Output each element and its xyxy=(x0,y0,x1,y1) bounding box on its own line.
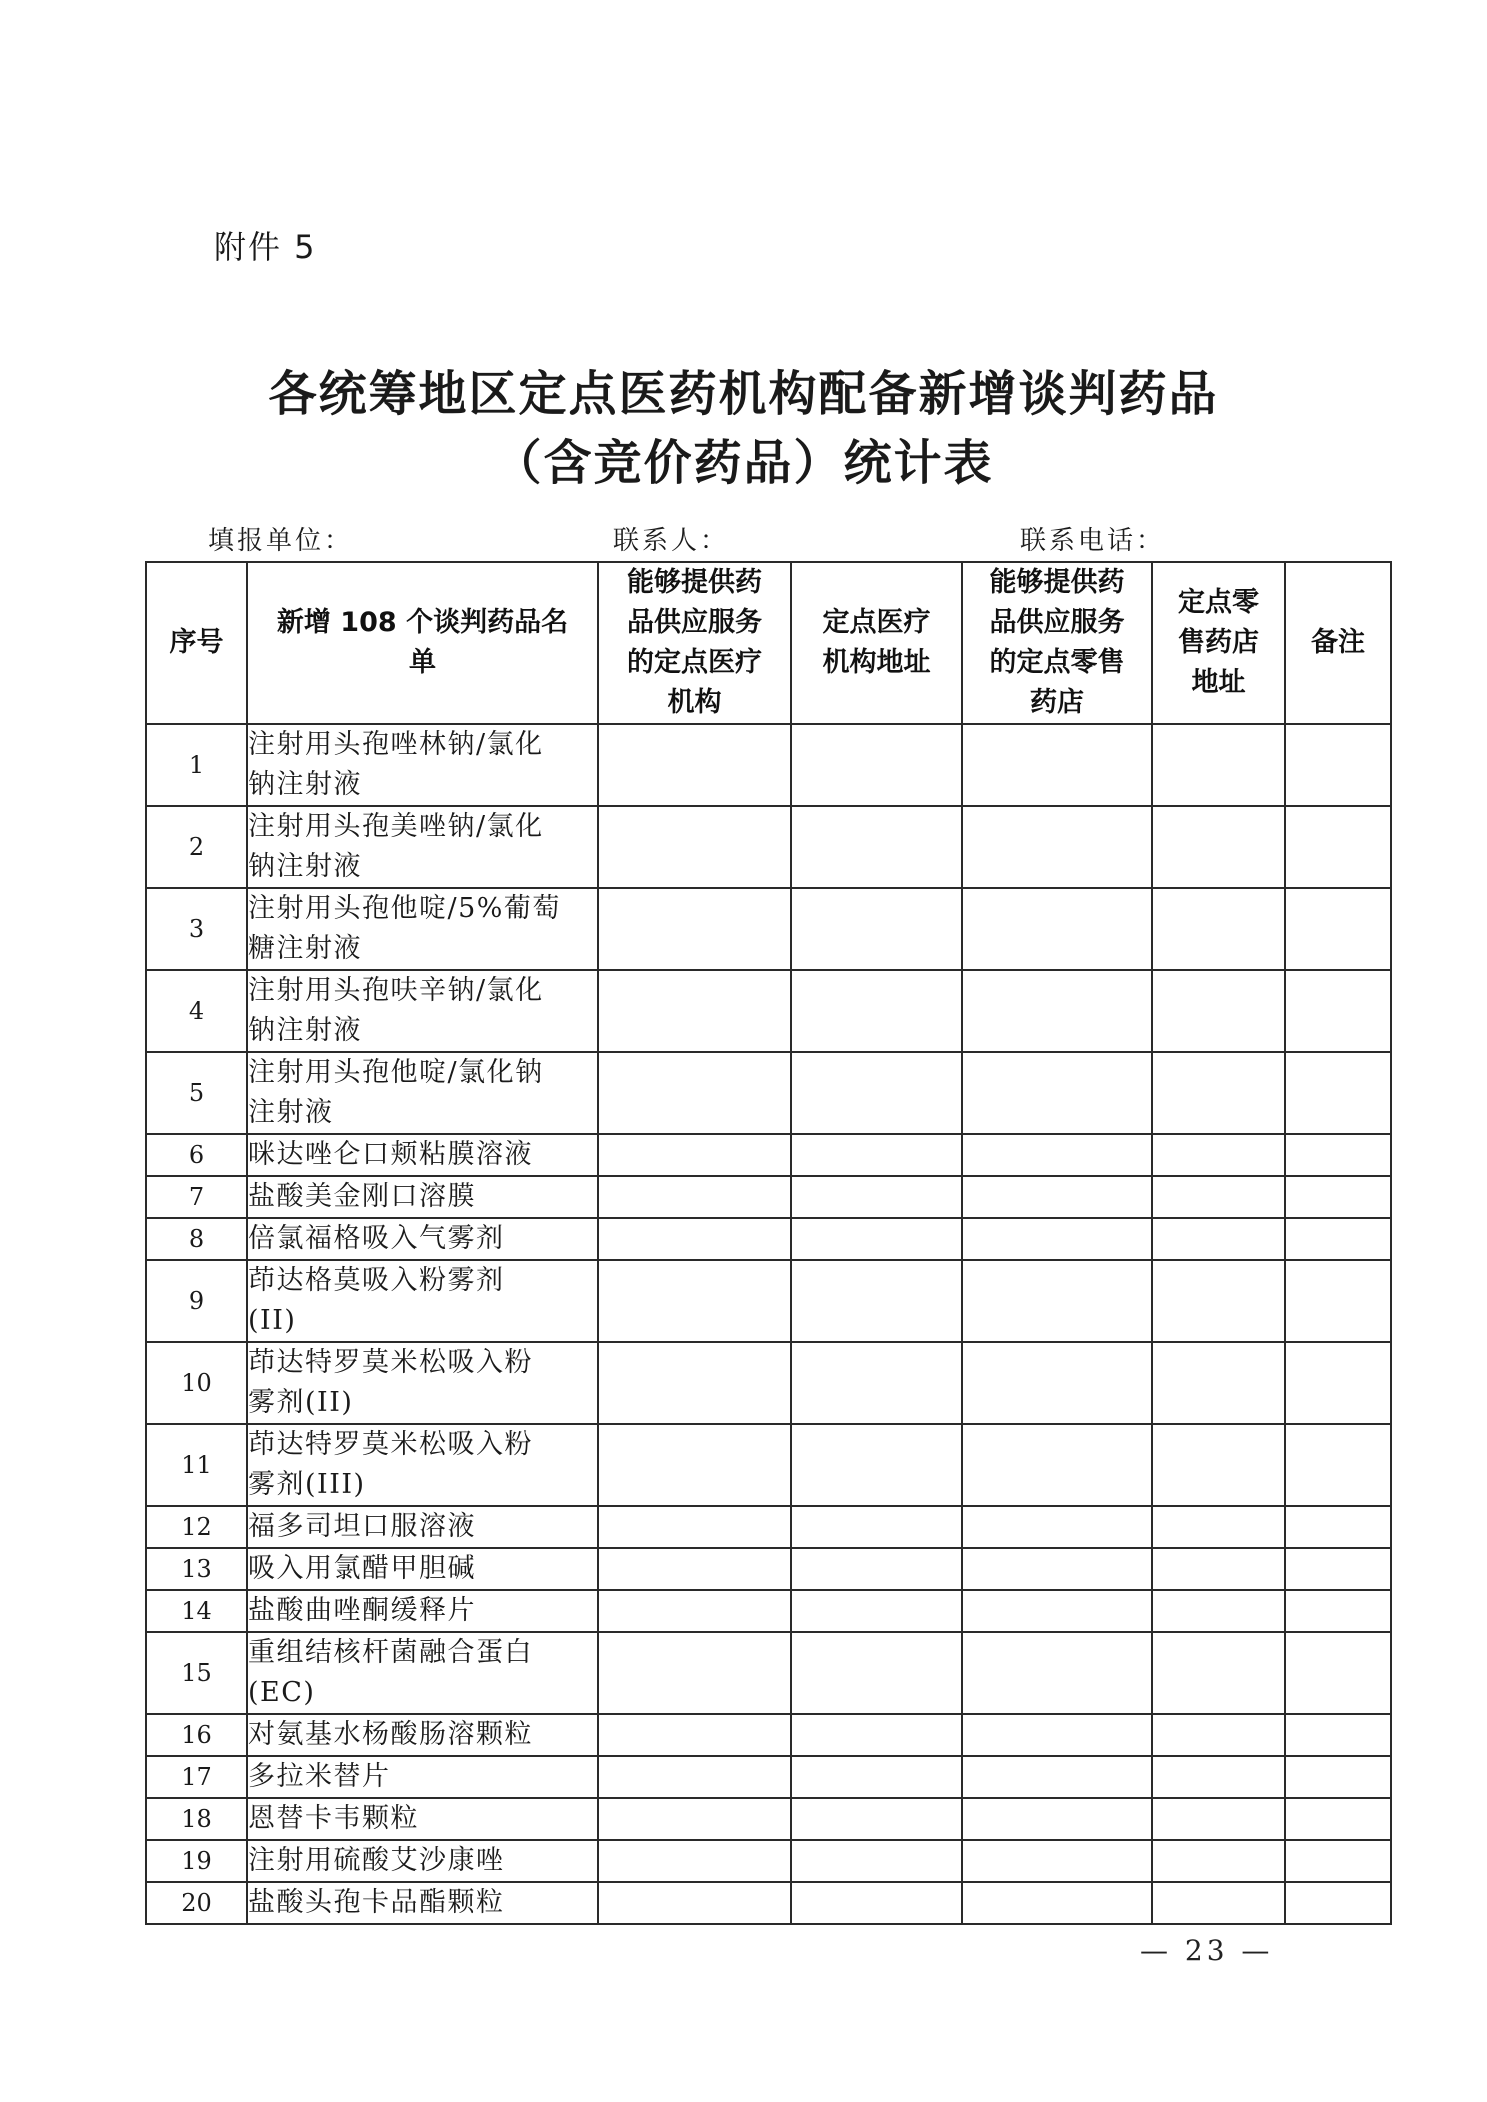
header-text: 备注 xyxy=(1311,627,1365,658)
drug-name-text: 盐酸头孢卡品酯颗粒 xyxy=(248,1887,505,1918)
drug-name-text: 注射用头孢美唑钠/氯化 xyxy=(248,811,544,842)
table-row xyxy=(146,1052,1391,1134)
table-row xyxy=(146,1260,1391,1342)
header-text: 机构地址 xyxy=(822,647,931,678)
row-number: 11 xyxy=(146,1424,247,1506)
table-row xyxy=(146,1506,1391,1548)
medical-institution-cell[interactable] xyxy=(598,724,791,806)
drug-name-cell xyxy=(247,1218,598,1260)
drug-name-text: 咪达唑仑口颊粘膜溶液 xyxy=(248,1139,533,1170)
page-title-line-1: 各统筹地区定点医药机构配备新增谈判药品 xyxy=(268,366,1219,422)
table-header-row xyxy=(146,562,1391,724)
medical-institution-address-cell[interactable] xyxy=(791,806,962,888)
medical-institution-cell[interactable] xyxy=(598,1342,791,1424)
row-number: 12 xyxy=(146,1506,247,1548)
retail-pharmacy-cell[interactable] xyxy=(962,1590,1152,1632)
table-row xyxy=(146,1632,1391,1714)
remarks-cell[interactable] xyxy=(1285,1260,1391,1342)
header-text: 的定点医疗 xyxy=(627,647,762,678)
retail-pharmacy-cell[interactable] xyxy=(962,1756,1152,1798)
retail-pharmacy-address-cell[interactable] xyxy=(1152,970,1285,1052)
table-row xyxy=(146,888,1391,970)
drug-name-cell xyxy=(247,1798,598,1840)
table-row xyxy=(146,1424,1391,1506)
contact-phone-label: 联系电话： xyxy=(1020,526,1166,556)
retail-pharmacy-cell[interactable] xyxy=(962,1882,1152,1924)
header-text: 能够提供药 xyxy=(989,567,1125,598)
retail-pharmacy-address-cell[interactable] xyxy=(1152,1632,1285,1714)
retail-pharmacy-address-cell[interactable] xyxy=(1152,1134,1285,1176)
remarks-cell[interactable] xyxy=(1285,1052,1391,1134)
remarks-cell[interactable] xyxy=(1285,1590,1391,1632)
table-row xyxy=(146,1218,1391,1260)
remarks-cell[interactable] xyxy=(1285,1882,1391,1924)
drug-name-text: 钠注射液 xyxy=(248,1015,362,1046)
drug-name-text: 倍氯福格吸入气雾剂 xyxy=(248,1223,505,1254)
remarks-cell[interactable] xyxy=(1285,1798,1391,1840)
row-number: 3 xyxy=(146,888,247,970)
medical-institution-address-cell[interactable] xyxy=(791,1882,962,1924)
retail-pharmacy-address-cell[interactable] xyxy=(1152,1840,1285,1882)
remarks-cell[interactable] xyxy=(1285,970,1391,1052)
medical-institution-address-cell[interactable] xyxy=(791,1342,962,1424)
header-text: 药店 xyxy=(1030,687,1084,718)
retail-pharmacy-cell[interactable] xyxy=(962,1840,1152,1882)
medical-institution-cell[interactable] xyxy=(598,806,791,888)
retail-pharmacy-address-cell[interactable] xyxy=(1152,1756,1285,1798)
row-number: 9 xyxy=(146,1260,247,1342)
drug-name-text: 注射用头孢唑林钠/氯化 xyxy=(248,729,544,760)
drug-name-text: 钠注射液 xyxy=(248,769,362,800)
drug-name-cell xyxy=(247,888,598,970)
table-row xyxy=(146,1882,1391,1924)
annex-label: 附件 5 xyxy=(214,228,317,266)
remarks-cell[interactable] xyxy=(1285,1342,1391,1424)
retail-pharmacy-cell[interactable] xyxy=(962,724,1152,806)
header-text: 定点医疗 xyxy=(822,607,931,638)
medical-institution-address-cell[interactable] xyxy=(791,1632,962,1714)
medical-institution-cell[interactable] xyxy=(598,1218,791,1260)
retail-pharmacy-cell[interactable] xyxy=(962,1714,1152,1756)
row-number: 14 xyxy=(146,1590,247,1632)
medical-institution-address-cell[interactable] xyxy=(791,1134,962,1176)
remarks-cell[interactable] xyxy=(1285,1176,1391,1218)
table-row xyxy=(146,1548,1391,1590)
drug-name-text: 福多司坦口服溶液 xyxy=(248,1511,476,1542)
retail-pharmacy-address-cell[interactable] xyxy=(1152,1176,1285,1218)
medical-institution-cell[interactable] xyxy=(598,1176,791,1218)
remarks-cell[interactable] xyxy=(1285,1506,1391,1548)
drug-name-text: (EC) xyxy=(248,1677,316,1708)
drug-name-cell xyxy=(247,1840,598,1882)
header-text: 序号 xyxy=(169,627,224,658)
medical-institution-address-cell[interactable] xyxy=(791,888,962,970)
remarks-cell[interactable] xyxy=(1285,724,1391,806)
medical-institution-cell[interactable] xyxy=(598,1756,791,1798)
medical-institution-address-cell[interactable] xyxy=(791,1052,962,1134)
table-row xyxy=(146,1798,1391,1840)
drug-name-cell xyxy=(247,1756,598,1798)
remarks-cell[interactable] xyxy=(1285,1548,1391,1590)
drug-name-text: 注射用头孢他啶/氯化钠 xyxy=(248,1057,544,1088)
remarks-cell[interactable] xyxy=(1285,888,1391,970)
drug-name-text: 对氨基水杨酸肠溶颗粒 xyxy=(248,1719,533,1750)
retail-pharmacy-address-cell[interactable] xyxy=(1152,1218,1285,1260)
row-number: 8 xyxy=(146,1218,247,1260)
row-number: 19 xyxy=(146,1840,247,1882)
row-number: 4 xyxy=(146,970,247,1052)
reporting-unit-label: 填报单位： xyxy=(208,526,354,556)
retail-pharmacy-cell[interactable] xyxy=(962,970,1152,1052)
retail-pharmacy-cell[interactable] xyxy=(962,1424,1152,1506)
drug-name-text: 重组结核杆菌融合蛋白 xyxy=(248,1637,533,1668)
header-text: 能够提供药 xyxy=(627,567,762,598)
drug-name-cell xyxy=(247,1176,598,1218)
drug-name-text: 茚达特罗莫米松吸入粉 xyxy=(248,1347,533,1378)
header-medical-institution-address xyxy=(791,562,962,724)
remarks-cell[interactable] xyxy=(1285,1632,1391,1714)
retail-pharmacy-cell[interactable] xyxy=(962,1632,1152,1714)
page-title-line-2: （含竞价药品）统计表 xyxy=(493,435,994,491)
header-retail-pharmacy-address xyxy=(1152,562,1285,724)
retail-pharmacy-address-cell[interactable] xyxy=(1152,1506,1285,1548)
medical-institution-cell[interactable] xyxy=(598,1840,791,1882)
drug-name-text: 注射用头孢呋辛钠/氯化 xyxy=(248,975,544,1006)
drug-name-text: 多拉米替片 xyxy=(248,1761,391,1792)
table-row xyxy=(146,1176,1391,1218)
medical-institution-address-cell[interactable] xyxy=(791,1756,962,1798)
row-number: 18 xyxy=(146,1798,247,1840)
remarks-cell[interactable] xyxy=(1285,1714,1391,1756)
row-number: 1 xyxy=(146,724,247,806)
drug-name-text: (II) xyxy=(248,1305,297,1336)
drug-name-text: 茚达特罗莫米松吸入粉 xyxy=(248,1429,533,1460)
retail-pharmacy-cell[interactable] xyxy=(962,1260,1152,1342)
retail-pharmacy-address-cell[interactable] xyxy=(1152,888,1285,970)
row-number: 7 xyxy=(146,1176,247,1218)
retail-pharmacy-cell[interactable] xyxy=(962,1342,1152,1424)
table-row xyxy=(146,970,1391,1052)
drug-name-cell xyxy=(247,724,598,806)
contact-person-label: 联系人： xyxy=(613,526,730,556)
retail-pharmacy-address-cell[interactable] xyxy=(1152,1260,1285,1342)
remarks-cell[interactable] xyxy=(1285,1134,1391,1176)
medical-institution-address-cell[interactable] xyxy=(791,1590,962,1632)
retail-pharmacy-cell[interactable] xyxy=(962,1506,1152,1548)
header-retail-pharmacy xyxy=(962,562,1152,724)
medical-institution-address-cell[interactable] xyxy=(791,970,962,1052)
drug-name-cell xyxy=(247,1714,598,1756)
drug-name-text: 注射用硫酸艾沙康唑 xyxy=(248,1845,505,1876)
table-row xyxy=(146,1756,1391,1798)
remarks-cell[interactable] xyxy=(1285,1756,1391,1798)
drug-name-cell xyxy=(247,1632,598,1714)
header-medical-institution xyxy=(598,562,791,724)
retail-pharmacy-cell[interactable] xyxy=(962,1218,1152,1260)
statistics-table xyxy=(145,561,1392,1925)
drug-name-text: 糖注射液 xyxy=(248,933,362,964)
row-number: 15 xyxy=(146,1632,247,1714)
remarks-cell[interactable] xyxy=(1285,1218,1391,1260)
drug-name-cell xyxy=(247,1548,598,1590)
medical-institution-address-cell[interactable] xyxy=(791,1176,962,1218)
table-row xyxy=(146,1134,1391,1176)
retail-pharmacy-address-cell[interactable] xyxy=(1152,1882,1285,1924)
row-number: 2 xyxy=(146,806,247,888)
header-remarks xyxy=(1285,562,1391,724)
drug-name-cell xyxy=(247,970,598,1052)
remarks-cell[interactable] xyxy=(1285,806,1391,888)
medical-institution-cell[interactable] xyxy=(598,1260,791,1342)
table-row xyxy=(146,1840,1391,1882)
medical-institution-cell[interactable] xyxy=(598,1134,791,1176)
medical-institution-cell[interactable] xyxy=(598,1798,791,1840)
retail-pharmacy-cell[interactable] xyxy=(962,1798,1152,1840)
row-number: 20 xyxy=(146,1882,247,1924)
retail-pharmacy-cell[interactable] xyxy=(962,806,1152,888)
retail-pharmacy-address-cell[interactable] xyxy=(1152,1798,1285,1840)
medical-institution-cell[interactable] xyxy=(598,1714,791,1756)
retail-pharmacy-address-cell[interactable] xyxy=(1152,1342,1285,1424)
header-drug-name xyxy=(247,562,598,724)
retail-pharmacy-cell[interactable] xyxy=(962,1052,1152,1134)
medical-institution-address-cell[interactable] xyxy=(791,1840,962,1882)
drug-name-cell xyxy=(247,1590,598,1632)
remarks-cell[interactable] xyxy=(1285,1840,1391,1882)
header-text: 品供应服务 xyxy=(627,607,762,638)
drug-name-cell xyxy=(247,1342,598,1424)
table-row xyxy=(146,806,1391,888)
drug-name-text: 盐酸美金刚口溶膜 xyxy=(248,1181,476,1212)
drug-name-text: 钠注射液 xyxy=(248,851,362,882)
drug-name-text: 茚达格莫吸入粉雾剂 xyxy=(248,1265,505,1296)
medical-institution-cell[interactable] xyxy=(598,888,791,970)
retail-pharmacy-address-cell[interactable] xyxy=(1152,1590,1285,1632)
medical-institution-address-cell[interactable] xyxy=(791,1260,962,1342)
header-no xyxy=(146,562,247,724)
retail-pharmacy-address-cell[interactable] xyxy=(1152,806,1285,888)
drug-name-text: 雾剂(II) xyxy=(248,1387,354,1418)
header-text: 新增 108 个谈判药品名 xyxy=(276,607,569,638)
retail-pharmacy-address-cell[interactable] xyxy=(1152,1424,1285,1506)
medical-institution-cell[interactable] xyxy=(598,1506,791,1548)
medical-institution-address-cell[interactable] xyxy=(791,1714,962,1756)
row-number: 6 xyxy=(146,1134,247,1176)
table-row xyxy=(146,1590,1391,1632)
medical-institution-address-cell[interactable] xyxy=(791,1798,962,1840)
drug-name-text: 注射液 xyxy=(248,1097,334,1128)
medical-institution-address-cell[interactable] xyxy=(791,1424,962,1506)
medical-institution-address-cell[interactable] xyxy=(791,1548,962,1590)
retail-pharmacy-cell[interactable] xyxy=(962,1134,1152,1176)
drug-name-cell xyxy=(247,806,598,888)
table-row xyxy=(146,1714,1391,1756)
medical-institution-cell[interactable] xyxy=(598,970,791,1052)
drug-name-cell xyxy=(247,1260,598,1342)
table-row xyxy=(146,1342,1391,1424)
header-text: 地址 xyxy=(1191,667,1246,698)
row-number: 17 xyxy=(146,1756,247,1798)
medical-institution-address-cell[interactable] xyxy=(791,1218,962,1260)
retail-pharmacy-address-cell[interactable] xyxy=(1152,1714,1285,1756)
medical-institution-cell[interactable] xyxy=(598,1052,791,1134)
header-text: 单 xyxy=(409,647,436,678)
drug-name-cell xyxy=(247,1506,598,1548)
medical-institution-cell[interactable] xyxy=(598,1632,791,1714)
table-row xyxy=(146,724,1391,806)
retail-pharmacy-cell[interactable] xyxy=(962,1548,1152,1590)
header-text: 的定点零售 xyxy=(989,647,1125,678)
drug-name-text: 雾剂(III) xyxy=(248,1469,366,1500)
drug-name-text: 盐酸曲唑酮缓释片 xyxy=(248,1595,476,1626)
retail-pharmacy-cell[interactable] xyxy=(962,1176,1152,1218)
medical-institution-cell[interactable] xyxy=(598,1548,791,1590)
retail-pharmacy-address-cell[interactable] xyxy=(1152,1052,1285,1134)
header-text: 品供应服务 xyxy=(989,607,1125,638)
table-body xyxy=(146,724,1391,1924)
medical-institution-address-cell[interactable] xyxy=(791,724,962,806)
row-number: 13 xyxy=(146,1548,247,1590)
remarks-cell[interactable] xyxy=(1285,1424,1391,1506)
drug-name-text: 注射用头孢他啶/5%葡萄 xyxy=(248,893,561,924)
retail-pharmacy-cell[interactable] xyxy=(962,888,1152,970)
drug-name-cell xyxy=(247,1052,598,1134)
row-number: 10 xyxy=(146,1342,247,1424)
drug-name-cell xyxy=(247,1882,598,1924)
medical-institution-cell[interactable] xyxy=(598,1590,791,1632)
retail-pharmacy-address-cell[interactable] xyxy=(1152,1548,1285,1590)
header-text: 机构 xyxy=(667,687,722,718)
drug-name-cell xyxy=(247,1424,598,1506)
row-number: 16 xyxy=(146,1714,247,1756)
drug-name-cell xyxy=(247,1134,598,1176)
header-text: 售药店 xyxy=(1178,627,1259,658)
drug-name-text: 吸入用氯醋甲胆碱 xyxy=(248,1553,476,1584)
retail-pharmacy-address-cell[interactable] xyxy=(1152,724,1285,806)
page-number: — 23 — xyxy=(1140,1934,1274,1967)
medical-institution-cell[interactable] xyxy=(598,1882,791,1924)
row-number: 5 xyxy=(146,1052,247,1134)
header-text: 定点零 xyxy=(1178,587,1259,618)
medical-institution-address-cell[interactable] xyxy=(791,1506,962,1548)
drug-name-text: 恩替卡韦颗粒 xyxy=(248,1803,419,1834)
medical-institution-cell[interactable] xyxy=(598,1424,791,1506)
